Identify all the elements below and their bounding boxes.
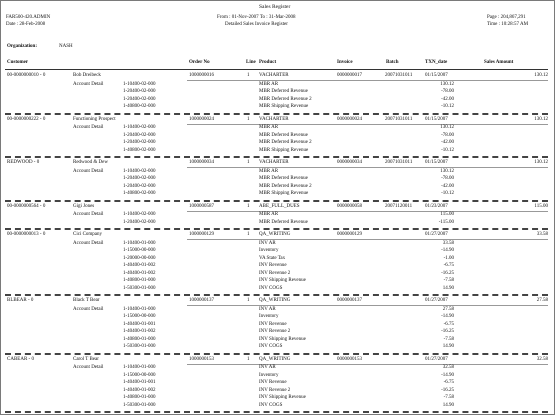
group-rule (187, 167, 548, 168)
gl-account: 1-40800-02-000 (123, 147, 156, 153)
product-code: QA_WRITING (259, 298, 291, 303)
gl-description: INV AR (259, 240, 276, 246)
gl-account: 1-15000-00-000 (123, 314, 156, 319)
line-number: 1 (247, 356, 250, 362)
sales-amount: 33.58 (536, 232, 548, 237)
gl-description: INV Revenue (259, 263, 287, 268)
customer-name: Gigi Jones (73, 203, 95, 209)
gl-amount: -6.75 (443, 263, 454, 268)
gl-account: 1-20400-02-000 (123, 219, 156, 225)
gl-account: 1-10400-01-000 (123, 365, 156, 370)
gl-amount: -7.58 (443, 278, 454, 283)
gl-description: MBR Deferred Revenue (259, 132, 308, 138)
txn-date: 01/23/2007 (425, 203, 448, 209)
customer-id: 00-0000000010 - 0 (7, 73, 46, 78)
account-detail-label: Account Detail (73, 168, 104, 174)
invoice-number: 0000000034 (337, 160, 362, 165)
gl-amount: -6.75 (443, 380, 454, 385)
report-id: FAR500-420.ADMIN (6, 15, 51, 20)
gl-account: 1-10400-02-000 (123, 125, 156, 130)
gl-account: 1-50300-01-000 (123, 402, 156, 408)
gl-amount: 33.58 (442, 240, 454, 246)
group-rule (187, 364, 548, 365)
col-invoice: Invoice (337, 60, 353, 65)
account-detail-label: Account Detail (73, 306, 104, 312)
gl-amount: -14.90 (441, 372, 454, 378)
product-code: QA_WRITING (259, 356, 291, 362)
product-code: VACHARTER (259, 73, 289, 78)
invoice-number: 0000000129 (337, 232, 362, 237)
gl-description: MBR Deferred Revenue 2 (259, 140, 312, 145)
group-separator (5, 228, 548, 230)
product-code: VACHARTER (259, 116, 289, 122)
gl-amount: -7.58 (443, 395, 454, 400)
gl-description: INV Revenue (259, 380, 287, 385)
gl-description: MBR Shipping Revenue (259, 104, 309, 109)
customer-id: REDWOOD - 0 (7, 160, 40, 165)
gl-description: MBR Deferred Revenue 2 (259, 96, 312, 102)
gl-account: 1-20400-02-000 (123, 132, 156, 138)
gl-description: MBR AR (259, 81, 279, 87)
txn-date: 01/15/2007 (425, 160, 448, 165)
gl-description: INV AR (259, 365, 276, 370)
gl-account: 1-20400-02-000 (123, 140, 156, 145)
customer-name: Black T Bear (73, 298, 100, 303)
sales-amount: 130.12 (534, 73, 548, 78)
order-number: 1000000137 (189, 298, 214, 303)
gl-amount: -78.00 (441, 176, 454, 181)
group-rule (187, 211, 548, 212)
page-number: Page : 204,867,291 (487, 15, 526, 20)
gl-account: 1-10400-01-000 (123, 240, 156, 246)
gl-account: 1-40400-01-002 (123, 270, 156, 276)
report-date: Date : 28-Feb-2008 (6, 22, 46, 27)
batch-number: 20071120011 (385, 203, 413, 209)
gl-amount: -6.75 (443, 321, 454, 327)
customer-name: Redwood & Dew (73, 160, 108, 165)
group-separator (5, 294, 548, 296)
col-order-no: Order No (189, 60, 210, 65)
report-subtitle: Detailed Sales Invoice Register (225, 22, 288, 27)
customer-id: CABEAR - 0 (7, 356, 34, 362)
sales-amount: 27.58 (536, 298, 548, 303)
gl-account: 1-40800-01-000 (123, 278, 156, 283)
gl-amount: -78.00 (441, 89, 454, 94)
gl-description: Inventory (259, 314, 279, 319)
account-detail-label: Account Detail (73, 240, 104, 246)
date-range: From : 01-Nov-2007 To : 31-Mar-2008 (217, 15, 296, 20)
line-number: 1 (247, 160, 250, 165)
order-number: 1000000587 (189, 203, 214, 209)
gl-amount: -7.58 (443, 336, 454, 342)
gl-account: 1-10400-02-000 (123, 212, 156, 217)
gl-account: 1-10400-02-000 (123, 168, 156, 174)
gl-amount: 14.90 (442, 344, 454, 349)
gl-account: 1-20400-02-000 (123, 96, 156, 102)
gl-amount: 27.58 (442, 306, 454, 312)
gl-amount: -14.90 (441, 248, 454, 253)
gl-description: INV Revenue 2 (259, 270, 291, 276)
gl-amount: -42.00 (441, 96, 454, 102)
order-number: 1000000024 (189, 116, 214, 122)
invoice-number: 0000000137 (337, 298, 362, 303)
invoice-number: 0000000017 (337, 73, 362, 78)
order-number: 1000000153 (189, 356, 214, 362)
gl-description: INV Revenue 2 (259, 387, 291, 393)
col-sales-amount: Sales Amount (484, 60, 514, 65)
gl-description: INV Shipping Revenue (259, 395, 306, 400)
line-number: 1 (247, 116, 250, 122)
account-detail-label: Account Detail (73, 212, 104, 217)
product-code: ABE_FULL_DUES (259, 203, 300, 209)
product-code: QA_WRITING (259, 232, 291, 237)
gl-description: VA State Tax (259, 255, 286, 261)
customer-name: Bob Dreibeck (73, 73, 101, 78)
gl-amount: -16.25 (441, 387, 454, 393)
report-title: Sales Register (259, 4, 291, 10)
gl-amount: 130.12 (440, 125, 454, 130)
gl-description: MBR Shipping Revenue (259, 147, 309, 153)
gl-amount: 14.90 (442, 402, 454, 408)
gl-account: 1-10400-01-000 (123, 306, 156, 312)
group-rule (187, 80, 548, 81)
gl-amount: -14.90 (441, 314, 454, 319)
col-txn-date: TXN_date (425, 60, 448, 65)
gl-amount: -10.12 (441, 147, 454, 153)
gl-account: 1-40800-01-000 (123, 395, 156, 400)
customer-name: Carol T Bear (73, 356, 99, 362)
gl-description: Inventory (259, 248, 279, 253)
col-batch: Batch (386, 60, 399, 65)
gl-description: MBR AR (259, 212, 279, 217)
report-time: Time : 10:28:57 AM (487, 22, 529, 27)
txn-date: 01/27/2007 (425, 232, 448, 237)
gl-description: MBR Deferred Revenue (259, 219, 308, 225)
organization-value: NASH (59, 44, 73, 49)
line-number: 1 (247, 73, 250, 78)
gl-description: MBR Deferred Revenue (259, 89, 308, 94)
gl-account: 1-40400-01-001 (123, 380, 156, 385)
invoice-number: 0000000058 (337, 203, 362, 209)
gl-account: 1-50300-01-000 (123, 344, 156, 349)
line-number: 1 (247, 298, 250, 303)
gl-account: 1-40800-02-000 (123, 104, 156, 109)
batch-number: 20071031011 (385, 73, 413, 78)
gl-amount: -10.12 (441, 191, 454, 196)
account-detail-label: Account Detail (73, 125, 104, 130)
line-number: 1 (247, 232, 250, 237)
gl-account: 1-50300-01-000 (123, 285, 156, 291)
product-code: VACHARTER (259, 160, 289, 165)
gl-description: INV COGS (259, 344, 283, 349)
gl-amount: 130.12 (440, 168, 454, 174)
gl-account: 1-40400-01-001 (123, 321, 156, 327)
gl-description: INV Shipping Revenue (259, 336, 306, 342)
gl-description: INV COGS (259, 402, 283, 408)
group-rule (187, 124, 548, 125)
sales-amount: 115.00 (534, 203, 548, 209)
gl-amount: 14.90 (442, 285, 454, 291)
txn-date: 01/27/2007 (425, 298, 448, 303)
gl-description: MBR Shipping Revenue (259, 191, 309, 196)
gl-account: 1-20400-02-000 (123, 89, 156, 94)
gl-amount: -42.00 (441, 183, 454, 189)
gl-account: 1-40400-01-002 (123, 263, 156, 268)
group-separator (5, 156, 548, 158)
col-line: Line (246, 60, 256, 65)
customer-name: Cici Company (73, 232, 103, 237)
col-product: Product (259, 60, 277, 65)
invoice-number: 0000000153 (337, 356, 362, 362)
gl-account: 1-40400-01-002 (123, 329, 156, 334)
organization-label: Organization: (7, 44, 37, 49)
gl-description: MBR Deferred Revenue 2 (259, 183, 312, 189)
gl-amount: -42.00 (441, 140, 454, 145)
account-detail-label: Account Detail (73, 81, 104, 87)
customer-id: 00-0000000564 - 0 (7, 203, 46, 209)
gl-description: INV COGS (259, 285, 283, 291)
order-number: 1000000129 (189, 232, 214, 237)
gl-amount: -115.00 (438, 219, 454, 225)
sales-amount: 130.12 (534, 116, 548, 122)
gl-account: 1-20400-02-000 (123, 176, 156, 181)
account-detail-label: Account Detail (73, 365, 104, 370)
gl-description: Inventory (259, 372, 279, 378)
line-number: 1 (247, 203, 250, 209)
gl-account: 1-15000-00-000 (123, 248, 156, 253)
gl-account: 1-40400-01-002 (123, 387, 156, 393)
group-rule (187, 239, 548, 240)
customer-id: BLBEAR - 0 (7, 298, 34, 303)
col-customer: Customer (7, 60, 29, 65)
group-separator (5, 411, 548, 413)
gl-account: 1-40800-01-000 (123, 336, 156, 342)
group-rule (187, 305, 548, 306)
txn-date: 01/15/2007 (425, 116, 448, 122)
gl-amount: 32.58 (442, 365, 454, 370)
gl-description: MBR AR (259, 125, 279, 130)
gl-account: 1-15000-00-000 (123, 372, 156, 378)
txn-date: 01/27/2007 (425, 356, 448, 362)
gl-description: MBR AR (259, 168, 279, 174)
customer-id: 00-0000000222 - 0 (7, 116, 46, 122)
group-separator (5, 353, 548, 355)
batch-number: 20071031011 (385, 160, 413, 165)
batch-number: 20071031011 (385, 116, 413, 122)
sales-amount: 130.12 (534, 160, 548, 165)
gl-amount: -16.25 (441, 329, 454, 334)
gl-description: INV AR (259, 306, 276, 312)
gl-amount: -10.12 (441, 104, 454, 109)
txn-date: 01/15/2007 (425, 73, 448, 78)
gl-amount: 130.12 (440, 81, 454, 87)
group-separator (5, 113, 548, 115)
gl-amount: 115.00 (440, 212, 454, 217)
gl-amount: -78.00 (441, 132, 454, 138)
sales-amount: 32.58 (536, 356, 548, 362)
gl-description: INV Revenue (259, 321, 287, 327)
gl-amount: -16.25 (441, 270, 454, 276)
customer-id: 00-0000000013 - 0 (7, 232, 46, 237)
gl-account: 1-20400-02-000 (123, 183, 156, 189)
gl-amount: -1.00 (443, 255, 454, 261)
order-number: 1000000034 (189, 160, 214, 165)
gl-account: 1-10400-02-000 (123, 81, 156, 87)
gl-description: INV Shipping Revenue (259, 278, 306, 283)
invoice-number: 0000000024 (337, 116, 362, 122)
gl-account: 1-40800-02-000 (123, 191, 156, 196)
customer-name: Functioning Prospect (73, 116, 116, 122)
group-separator (5, 200, 548, 202)
gl-description: MBR Deferred Revenue (259, 176, 308, 181)
header-rule (5, 69, 548, 70)
gl-account: 1-20000-00-000 (123, 255, 156, 261)
order-number: 1000000016 (189, 73, 214, 78)
gl-description: INV Revenue 2 (259, 329, 291, 334)
